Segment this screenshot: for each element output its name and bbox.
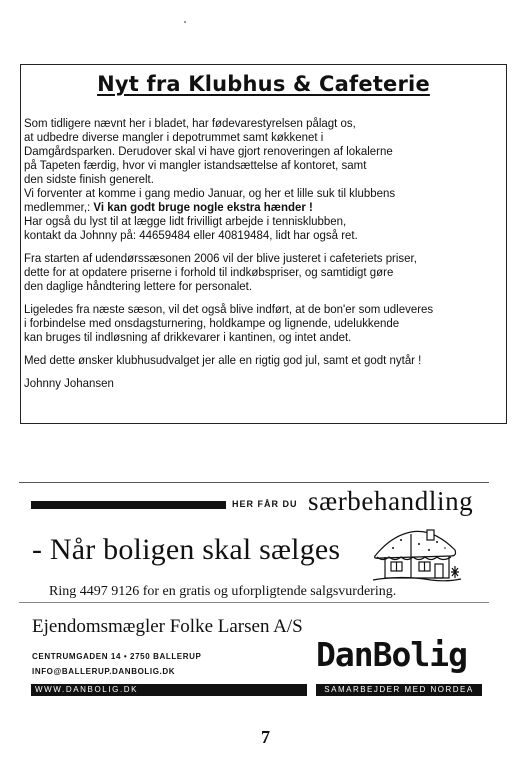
- text-line: Fra starten af udendørssæsonen 2006 vil der blive justeret i cafeteriets priser,: [24, 251, 417, 265]
- speck: [184, 21, 186, 23]
- page-number: 7: [261, 727, 270, 747]
- real-estate-advertisement: [19, 482, 489, 696]
- text-line: den sidste finish generelt.: [24, 172, 154, 186]
- text-line: den daglige håndtering lettere for personalet.: [24, 279, 253, 293]
- text-prefix: medlemmer,:: [24, 200, 94, 214]
- text-line: dette for at opdatere priserne i forhold til indkøbspriser, og samtidigt gøre: [24, 265, 394, 279]
- news-article-box: [20, 64, 507, 424]
- text-line: at udbedre diverse mangler i depotrummet samt køkkenet i: [24, 130, 324, 144]
- text-line: i forbindelse med onsdagsturnering, holdkampe og lignende, udelukkende: [24, 316, 400, 330]
- text-line: Vi forventer at komme i gang medio Januar, og her et lille suk til klubbens: [24, 186, 396, 200]
- text-line: Har også du lyst til at lægge lidt frivilligt arbejde i tennisklubben,: [24, 214, 347, 228]
- ad-headline: - Når boligen skal sælges: [32, 533, 341, 566]
- text-line: Ligeledes fra næste sæson, vil det også blive indført, at de bon'er som udleveres: [24, 302, 434, 316]
- text-line: Som tidligere nævnt her i bladet, har fødevarestyrelsen pålagt os,: [24, 116, 356, 130]
- snow-covered-house-icon: [371, 526, 463, 582]
- text-line-with-emphasis: [24, 200, 475, 214]
- ad-broker-name: Ejendomsmægler Folke Larsen A/S: [32, 616, 303, 637]
- danbolig-logo: DanBolig: [316, 635, 467, 674]
- article-body: [24, 116, 475, 390]
- emphasis-text: Vi kan godt bruge nogle ekstra hænder !: [93, 200, 313, 214]
- text-line: på Tapeten færdig, hvor vi mangler istandsættelse af kontoret, samt: [24, 158, 367, 172]
- ad-top-rule: [19, 482, 489, 483]
- closing-greeting: Med dette ønsker klubhusudvalget jer alle en rigtig god jul, samt et godt nytår !: [24, 353, 422, 367]
- article-title: Nyt fra Klubhus & Cafeterie: [97, 72, 430, 96]
- text-line: Damgårdsparken. Derudover skal vi have gjort renoveringen af lokalerne: [24, 144, 393, 158]
- ad-partner-bar: SAMARBEJDER MED NORDEA: [316, 684, 482, 696]
- ad-address: CENTRUMGADEN 14 • 2750 BALLERUP: [32, 652, 202, 661]
- signature: Johnny Johansen: [24, 376, 114, 390]
- ad-website-bar: WWW.DANBOLIG.DK: [31, 684, 307, 696]
- ad-email: INFO@BALLERUP.DANBOLIG.DK: [32, 667, 176, 676]
- ad-tagline-big: særbehandling: [308, 486, 474, 516]
- ad-tagline-small: HER FÅR DU: [232, 499, 298, 509]
- ad-call-to-action: Ring 4497 9126 for en gratis og uforpligtende salgsvurdering.: [49, 584, 397, 599]
- ad-divider: [19, 602, 489, 603]
- text-line: kan bruges til indløsning af drikkevarer i kantinen, og intet andet.: [24, 330, 352, 344]
- ad-black-bar: [31, 501, 226, 509]
- text-line: kontakt da Johnny på: 44659484 eller 40819484, lidt har også ret.: [24, 228, 358, 242]
